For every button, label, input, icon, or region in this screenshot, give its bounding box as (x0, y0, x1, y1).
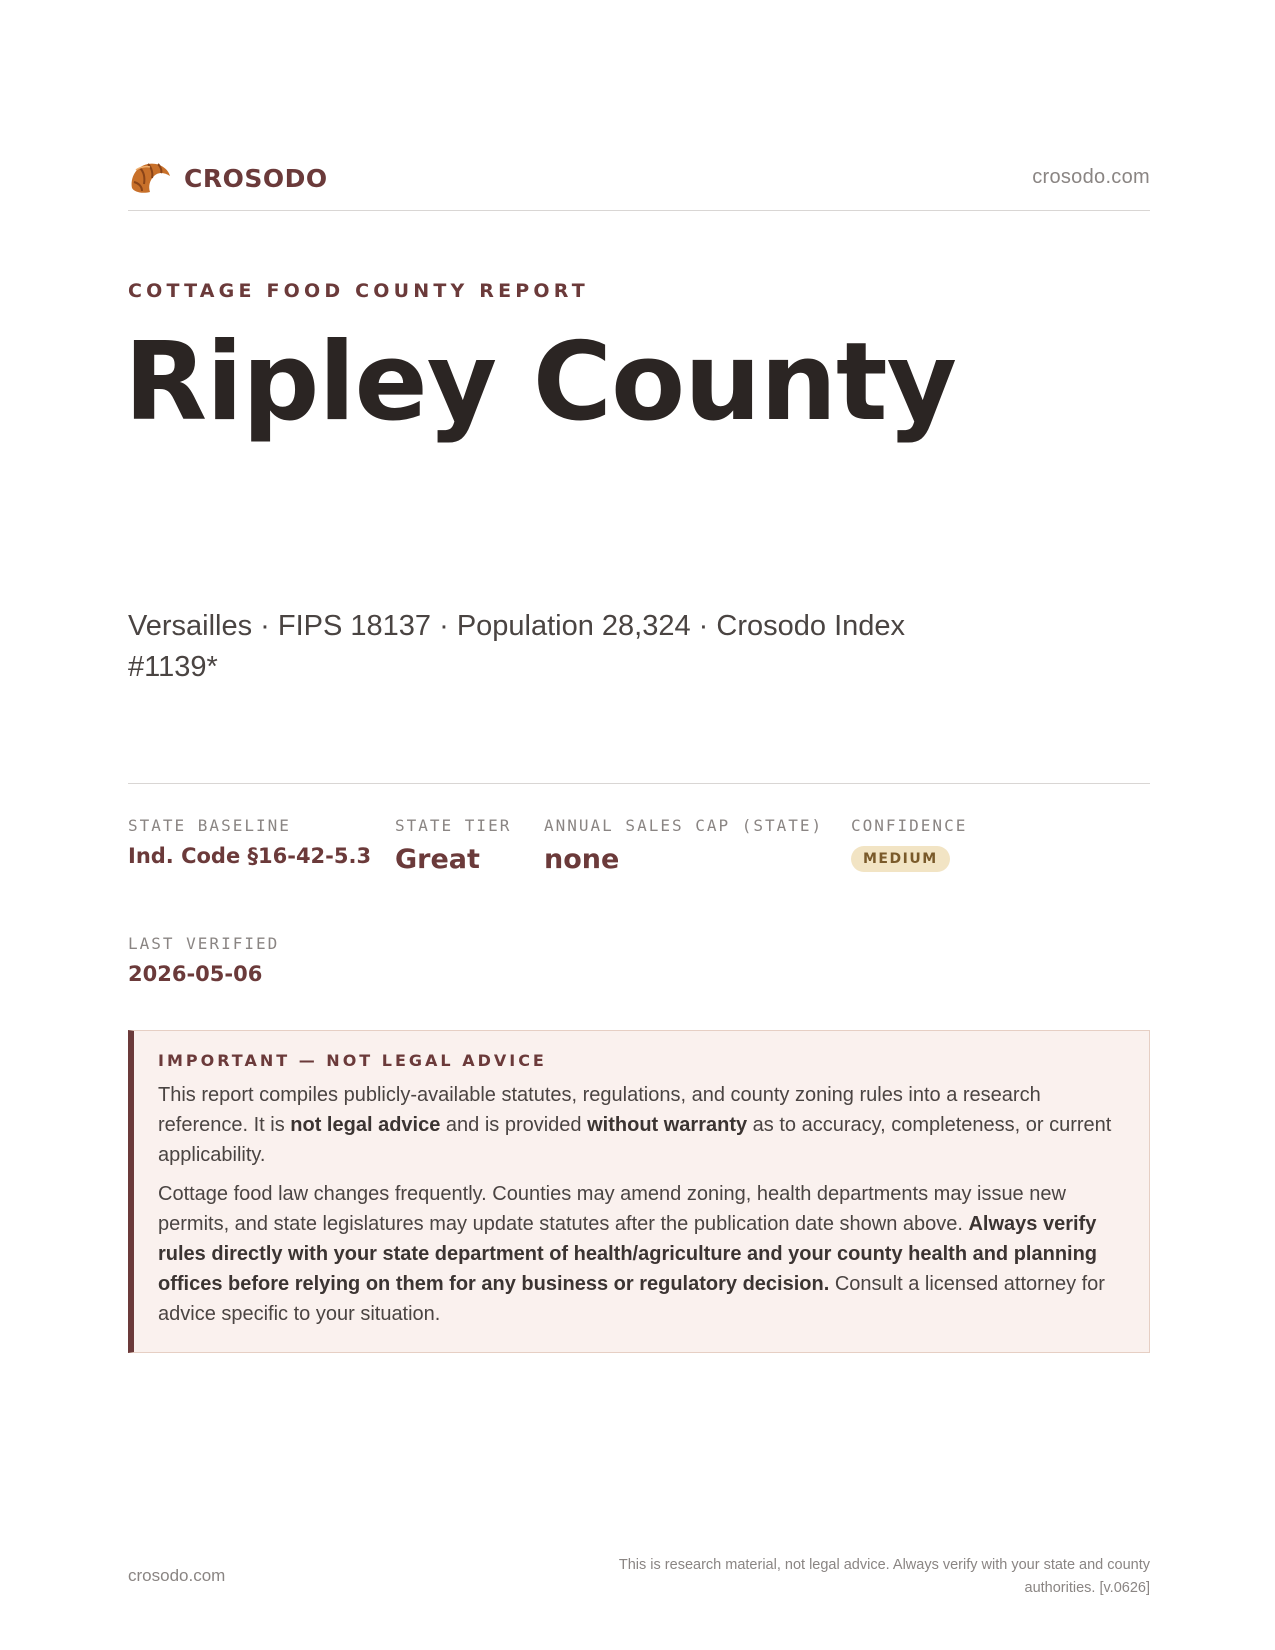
notice-emphasis: not legal advice (290, 1114, 441, 1136)
stat-state-tier (395, 816, 511, 875)
stat-sales-cap (544, 816, 823, 875)
brand[interactable] (128, 158, 328, 198)
stat-label: ANNUAL SALES CAP (STATE) (544, 816, 824, 835)
brand-name: CROSODO (184, 163, 328, 193)
notice-emphasis: Always verify rules directly with your state department of health/agriculture and your county health and planning offices before relying on them for any business or regulatory decision. (158, 1213, 1098, 1295)
notice-text: This report compiles publicly-available statutes, regulations, and county zoning rules into a research reference. It is (158, 1084, 1041, 1136)
footer-url[interactable]: crosodo.com (128, 1566, 226, 1585)
county-subtitle: Versailles · FIPS 18137 · Population 28,324 · Crosodo Index #1139* (128, 610, 906, 683)
croissant-icon (128, 158, 172, 198)
notice-text: Consult a licensed attorney for advice specific to your situation. (158, 1273, 1105, 1325)
stat-label: STATE TIER (395, 816, 512, 835)
notice-text: Cottage food law changes frequently. Counties may amend zoning, health departments may issue new permits, and state legislatures may update statutes after the publication date shown above. (158, 1183, 1066, 1235)
notice-text: as to accuracy, completeness, or current applicability. (158, 1114, 1112, 1166)
stat-label: LAST VERIFIED (128, 934, 280, 953)
page-header (128, 158, 1150, 211)
stat-last-verified (128, 934, 279, 986)
stat-confidence (851, 816, 967, 872)
section-divider (128, 783, 1150, 784)
notice-title: IMPORTANT — NOT LEGAL ADVICE (158, 1051, 547, 1070)
report-eyebrow: COTTAGE FOOD COUNTY REPORT (128, 280, 589, 302)
stat-label: STATE BASELINE (128, 816, 291, 835)
stat-value: none (544, 844, 620, 875)
notice-paragraph (158, 1179, 1123, 1329)
stat-value: 2026-05-06 (128, 962, 263, 986)
confidence-badge: MEDIUM (851, 846, 950, 872)
legal-notice (128, 1030, 1150, 1353)
stat-value: Ind. Code §16-42-5.3 (128, 844, 372, 868)
notice-text: and is provided (440, 1114, 588, 1136)
report-page (124, 0, 1150, 1650)
notice-emphasis: without warranty (587, 1114, 748, 1136)
page-title: Ripley County (124, 320, 957, 445)
stat-state-baseline (128, 816, 371, 868)
header-url[interactable]: crosodo.com (1032, 166, 1150, 188)
notice-paragraph (158, 1080, 1123, 1170)
stat-label: CONFIDENCE (851, 816, 968, 835)
footer-disclaimer: This is research material, not legal advice. Always verify with your state and county authorities. [v.0626] (618, 1557, 1150, 1596)
stat-value: Great (395, 844, 480, 875)
